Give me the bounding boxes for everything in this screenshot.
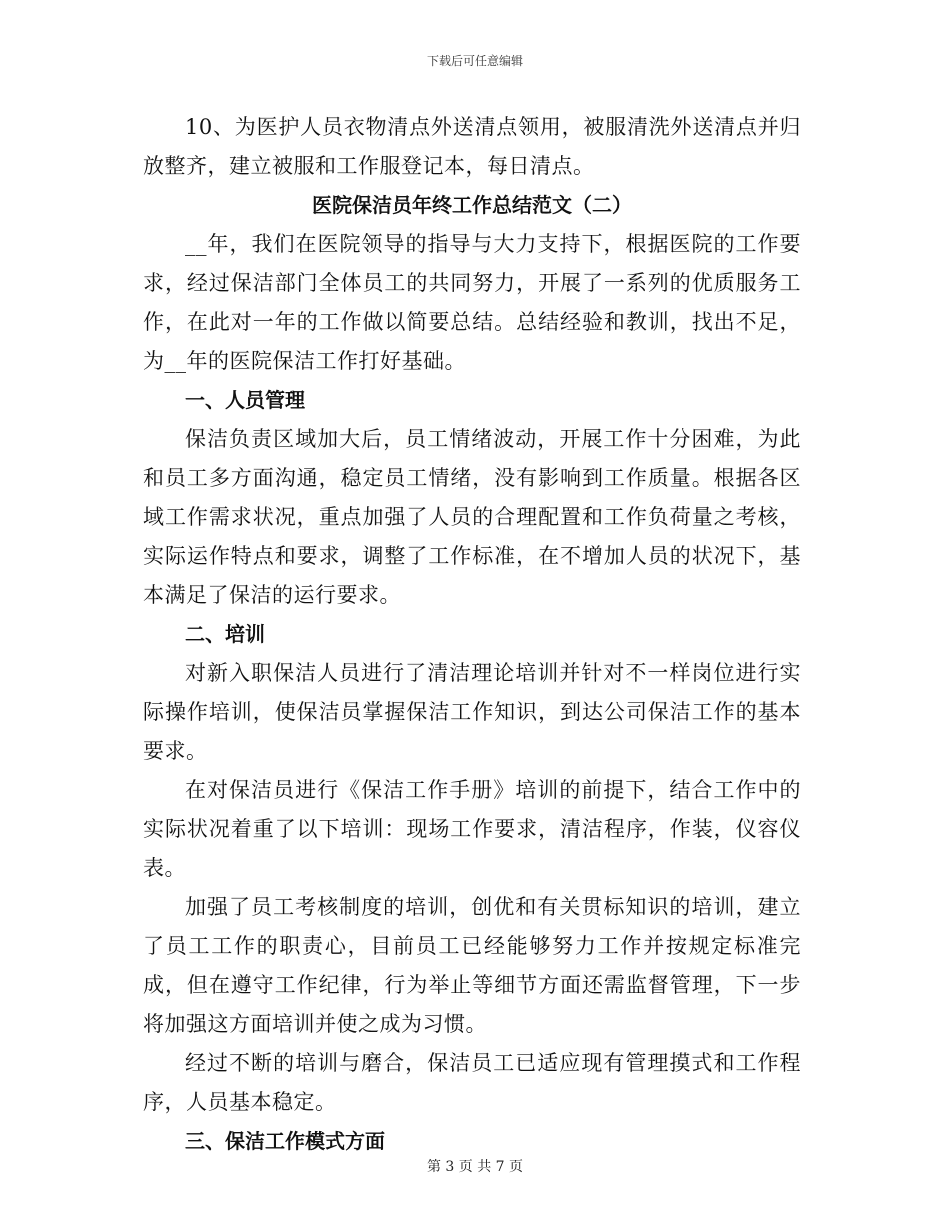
intro-paragraph: 10、为医护人员衣物清点外送清点领用，被服清洗外送清点并归放整齐，建立被服和工作服登记本，每日清点。 — [143, 115, 801, 178]
opening-paragraph: __年，我们在医院领导的指导与大力支持下，根据医院的工作要求，经过保洁部门全体员工的共同努力，开展了一系列的优质服务工作，在此对一年的工作做以简要总结。总结经验和教训，找出不足，为__年的医院保洁工作打好基础。 — [143, 232, 801, 373]
section-heading-personnel: 一、人员管理 — [185, 388, 305, 412]
section-heading-cleaning-mode: 三、保洁工作模式方面 — [185, 1129, 385, 1153]
paragraph: 在对保洁员进行《保洁工作手册》培训的前提下，结合工作中的实际状况着重了以下培训：现场工作要求，清洁程序，作装，仪容仪表。 — [143, 778, 801, 880]
paragraph: 保洁负责区域加大后，员工情绪波动，开展工作十分困难，为此和员工多方面沟通，稳定员工情绪，没有影响到工作质量。根据各区域工作需求状况，重点加强了人员的合理配置和工作负荷量之考核，实际运作特点和要求，调整了工作标准，在不增加人员的状况下，基本满足了保洁的运行要求。 — [143, 427, 801, 607]
page-header-note: 下载后可任意编辑 — [426, 54, 523, 68]
paragraph: 经过不断的培训与磨合，保洁员工已适应现有管理摸式和工作程序，人员基本稳定。 — [143, 1051, 801, 1114]
paragraph: 对新入职保洁人员进行了清洁理论培训并针对不一样岗位进行实际操作培训，使保洁员掌握保洁工作知识，到达公司保洁工作的基本要求。 — [143, 661, 801, 763]
page-number-footer: 第 3 页 共 7 页 — [426, 1159, 524, 1175]
section-heading-training: 二、培训 — [185, 622, 265, 646]
document-title: 医院保洁员年终工作总结范文（二） — [312, 193, 632, 217]
paragraph: 加强了员工考核制度的培训，创优和有关贯标知识的培训，建立了员工工作的职责心，目前员工已经能够努力工作并按规定标准完成，但在遵守工作纪律，行为举止等细节方面还需监督管理，下一步将加强这方面培训并使之成为习惯。 — [143, 895, 801, 1036]
document-body — [143, 108, 801, 1161]
